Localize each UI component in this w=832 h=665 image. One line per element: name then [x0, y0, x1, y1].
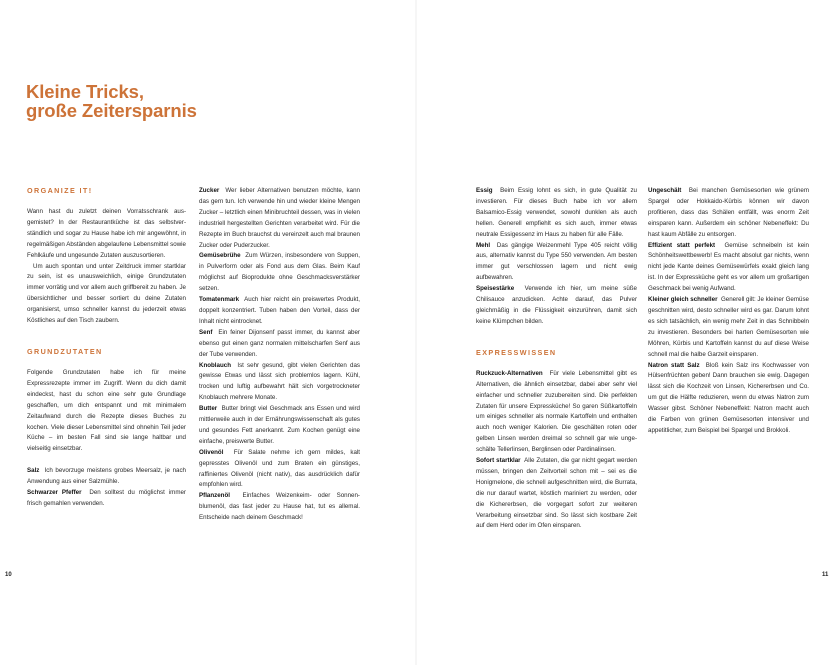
- text-mehl: Das gängige Weizenmehl Type 405 reicht völlig aus, alternativ kannst du Type 550 verwenden. Am besten immer gut verschlossen lagern und nicht ewig aufbewahren.: [476, 241, 637, 282]
- headline-line-2: große Zeitersparnis: [26, 100, 197, 121]
- term-mehl: Mehl: [476, 241, 491, 249]
- term-knoblauch: Knoblauch: [199, 361, 231, 369]
- entry-salz: [27, 466, 186, 488]
- text-kleiner: Generell gilt: Je kleiner Gemüse geschnitten wird, desto schneller wird es gar. Darum lohnt es sich tatsächlich, ein wenig mehr Zeit in das Schnibbeln zu investieren. Besonders bei harten Gemüsesorten wie Möhren, Kürbis und Kartoffeln kannst du auf diese Weise schnell mal die halbe Garzeit einsparen.: [648, 296, 809, 358]
- entry-gemuesebruehe: [199, 251, 360, 295]
- term-speisestaerke: Speisestärke: [476, 285, 515, 293]
- entry-kleiner: [648, 295, 809, 360]
- entry-ruckzuck: [476, 369, 637, 456]
- text-ruckzuck: Für viele Lebensmittel gibt es Alternativen, die ähnlich einsetzbar, dabei aber sehr viel einfacher und schneller zuzubereiten sind. Die perfekten Zutaten für unsere Expressküche! So garen Süßkartoffeln um einiges schneller als normale Kartoffeln und enthalten auch noch weniger Kalorien. Die geschälten roten oder gelben Linsen werden dreimal so schnell gar wie ungeschälte Tellerlinsen, Berglinsen oder Pardinalinsen.: [476, 369, 637, 454]
- page-headline: [26, 82, 326, 120]
- text-knoblauch: Ist sehr gesund, gibt vielen Gerichten das gewisse Etwas und lässt sich problemlos lagern. Kühl, trocken und luftig aufbewahrt hält sich vorgetrockneter Knoblauch mehrere Monate.: [199, 361, 360, 402]
- text-olivenoel: Für Salate nehme ich gern mildes, kalt gepresstes Olivenöl und zum Braten ein günstiges, raffiniertes Olivenöl (nicht nativ), das ausdrücklich dafür empfohlen wird.: [199, 448, 360, 489]
- text-gemuesebruehe: Zum Würzen, insbesondere von Suppen, in Pulverform oder als Fond aus dem Glas. Beim Kauf möglichst auf Bioprodukte ohne Geschmacksverstärker setzen.: [199, 252, 360, 293]
- page-gutter: [415, 0, 417, 665]
- entry-zucker: [199, 186, 360, 251]
- entry-natron: [648, 361, 809, 437]
- headline-line-1: Kleine Tricks,: [26, 81, 144, 102]
- term-tomatenmark: Tomatenmark: [199, 296, 240, 304]
- column-3: [476, 186, 637, 532]
- column-2: [199, 186, 360, 524]
- entry-olivenoel: [199, 448, 360, 492]
- term-natron: Natron statt Salz: [648, 361, 700, 369]
- organize-paragraph-1: Wann hast du zuletzt deinen Vorratsschrank ausgemistet? In der Restaurantküche ist das selbstverständlich und sogar zu Hause habe ich mir angewöhnt, in regelmäßigen Abständen abgelaufene Lebensmittel sowie Fehlkäufe und ungesunde Zutaten auszusortieren.: [27, 208, 186, 259]
- term-salz: Salz: [27, 467, 40, 475]
- entry-senf: [199, 328, 360, 361]
- text-sofort: Alle Zutaten, die gar nicht gegart werden müssen, bringen den Zeitvorteil schon mit – sei es die Honigmelone, die schnell aufgeschnitten wird, die Burrata, die nur darauf wartet, köstlich mariniert zu werden, oder die Kichererbsen, die vorgegart sofort zur weiteren Verarbeitung einsetzbar sind. So lässt sich kostbare Zeit auf dem Herd oder im Ofen einsparen.: [476, 457, 637, 530]
- entry-sofort: [476, 456, 637, 532]
- term-kleiner: Kleiner gleich schneller: [648, 296, 718, 304]
- organize-paragraph-2: Um auch spontan und unter Zeitdruck immer startklar zu sein, ist es unausweichlich, einige Grundzutaten immer vorrätig und vor allem auch griffbereit zu haben. Je übersichtlicher und besser sortiert du deine Zutaten organisierst, umso schneller kannst du jederzeit etwas Köstliches auf den Tisch zaubern.: [27, 262, 186, 325]
- term-senf: Senf: [199, 328, 213, 336]
- term-effizient: Effizient statt perfekt: [648, 241, 716, 249]
- entry-speisestaerke: [476, 284, 637, 328]
- page-number-right: 11: [822, 572, 829, 578]
- text-effizient: Gemüse schneibeln ist kein Schönheitswettbewerb! Es macht absolut gar nichts, wenn nicht jede Kante deines Gemüsewürfels exakt gleich lang ist. In der Expressküche geht es vor allem um großartigen Geschmack bei wenig Aufwand.: [648, 241, 809, 293]
- term-gemuesebruehe: Gemüsebrühe: [199, 252, 241, 260]
- term-ungeschaelt: Ungeschält: [648, 187, 682, 194]
- term-ruckzuck: Ruckzuck-Alternativen: [476, 369, 543, 377]
- column-4: [648, 186, 809, 437]
- section-heading-grundzutaten: GRUNDZUTATEN: [27, 346, 103, 356]
- section-heading-expresswissen: EXPRESSWISSEN: [476, 347, 557, 357]
- term-pflanzenoel: Pflanzenöl: [199, 492, 230, 500]
- entry-ungeschaelt: [648, 186, 809, 241]
- text-butter: Butter bringt viel Geschmack ans Essen und wird mittlerweile auch in der Ernährungswissenschaft als gutes und gesundes Fett anerkannt. Zum Kochen genügt eine einfache, preiswerte Butter.: [199, 405, 360, 445]
- entry-mehl: [476, 241, 637, 285]
- term-sofort: Sofort startklar: [476, 457, 521, 465]
- page-number-left: 10: [5, 572, 12, 578]
- entry-knoblauch: [199, 361, 360, 405]
- text-zucker: Wer lieber Alternativen benutzen möchte, kann das gern tun. Ich verwende hin und wieder kleine Mengen Zucker – letztlich einen Minibruchteil dessen, was in vielen industriell hergestellten Gerichten verarbeitet wird. Für die Rezepte im Buch brauchst du vereinzelt auch mal braunen Zucker oder Puderzucker.: [199, 187, 360, 249]
- text-pfeffer: Den solltest du möglichst immer frisch gemahlen verwenden.: [27, 489, 186, 507]
- section-heading-organize: ORGANIZE IT!: [27, 186, 93, 195]
- text-essig: Beim Essig lohnt es sich, in gute Qualität zu investieren. Für dieses Buch habe ich vor allem Balsamico-Essig verwendet, sowohl dunklen als auch hellen. Generell empfiehlt es sich auch, immer etwas neutrale Essigessenz im Haus zu haben für alle Fälle.: [476, 187, 637, 238]
- text-salz: Ich bevorzuge meistens grobes Meersalz, je nach Anwendung aus einer Salzmühle.: [27, 467, 186, 486]
- entry-tomatenmark: [199, 295, 360, 328]
- term-olivenoel: Olivenöl: [199, 448, 224, 456]
- entry-pflanzenoel: [199, 491, 360, 524]
- text-natron: Bloß kein Salz ins Kochwasser von Hülsenfrüchten geben! Dann brauchen sie ewig. Dagegen lässt sich die Kochzeit von Linsen, Kichererbsen und Co. um gut die Hälfte reduzieren, wenn du etwas Natron zum Wasser gibst. Schöner Nebeneffekt: Natron macht auch die Farben von grünen Gemüsesorten intensiver und appetitlicher, zum Beispiel bei Spargel und Brokkoli.: [648, 361, 809, 434]
- entry-essig: [476, 186, 637, 241]
- text-pflanzenoel: Einfaches Weizenkeim- oder Sonnenblumenöl, das fast jeder zu Hause hat, tut es allemal. Entscheide nach deinem Geschmack!: [199, 492, 360, 522]
- text-ungeschaelt: Bei manchen Gemüsesorten wie grünem Spargel oder Hokkaido-Kürbis können wir davon profitieren, dass das Schälen entfällt, was enorm Zeit einsparen kann. Außerdem ein schöner Nebeneffekt: Du hast kaum Abfälle zu entsorgen.: [648, 187, 809, 238]
- entry-pfeffer: [27, 488, 186, 510]
- term-essig: Essig: [476, 187, 493, 194]
- text-senf: Ein feiner Dijonsenf passt immer, du kannst aber ebenso gut einen ganz normalen mittelscharfen Senf aus der Tube verwenden.: [199, 328, 360, 358]
- term-pfeffer: Schwarzer Pfeffer: [27, 489, 82, 497]
- term-zucker: Zucker: [199, 187, 220, 194]
- column-1: [27, 186, 186, 510]
- entry-butter: [199, 404, 360, 448]
- term-butter: Butter: [199, 405, 218, 413]
- grundzutaten-intro: Folgende Grundzutaten habe ich für meine Expressrezepte immer im Zugriff. Wenn du dich damit eindeckst, hast du schon eine sehr gute Grundlage geschaffen, um dich entspannt und mit minimalem Zeitaufwand durch die Rezepte dieses Buches zu kochen. Viele dieser Lebensmittel sind ohnehin Teil jeder Küche – im besten Fall sind sie lange haltbar und vielseitig einsetzbar.: [27, 368, 186, 453]
- text-speisestaerke: Verwende ich hier, um meine süße Chilisauce anzudicken. Achte darauf, das Pulver gleichmäßig in die Flüssigkeit einzurühren, damit sich keine Klümpchen bilden.: [476, 285, 637, 325]
- text-tomatenmark: Auch hier reicht ein preiswertes Produkt, doppelt konzentriert. Tuben haben den Vorteil, dass der Inhalt nicht eintrocknet.: [199, 296, 360, 325]
- entry-effizient: [648, 241, 809, 296]
